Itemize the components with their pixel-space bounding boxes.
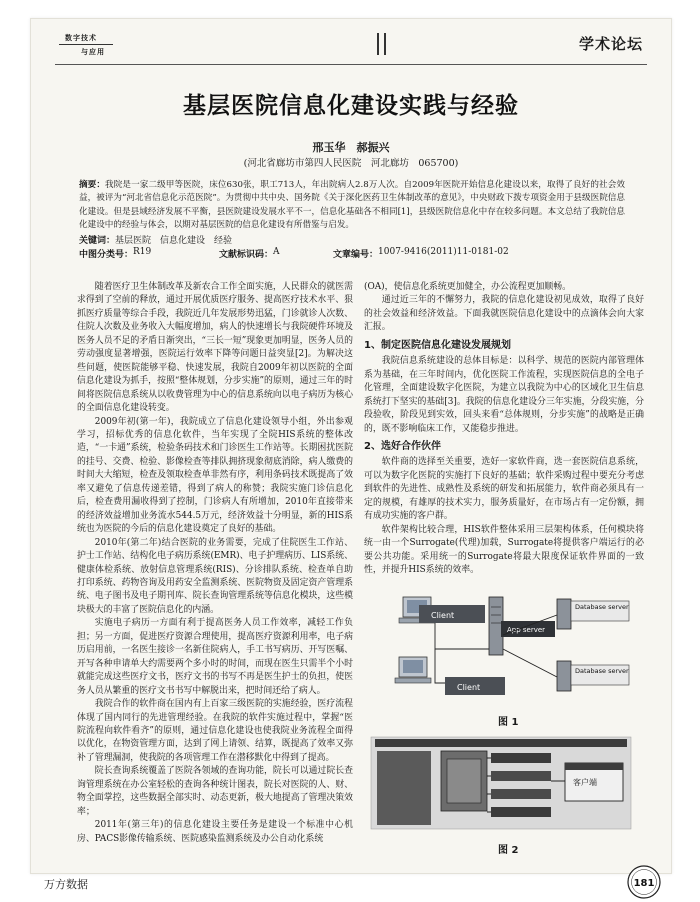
app-server-icon [489, 597, 503, 655]
body-paragraph: 随着医疗卫生体制改革及新农合工作全面实施，人民群众的就医需求得到了空前的释放，通过开展优质医疗服务、提高医疗技术水平、狠抓医疗质量等综合手段，我院近几年发展形势迅猛，门诊就诊人次数、住院人次数及业务收入大幅度增加，病人的快速增长与我院硬件环境及医务人员不足的矛盾日渐突出，“三长一短”现象更加明显，医务人员的劳动强度显著增强，医院运行效率下降等问题日益突显[2]。为解决这些问题，使医院能够平稳、快速发展，我院自2009年初以医院的全面信息化建设为抓手，按照“整体规划，分步实施”的原则，通过三年的时间将医院信息系统从以收费管理为中心的信息系统向以电子病历为核心的全面信息化建设转变。 [77, 282, 353, 414]
journal-logo [55, 29, 115, 63]
doccode-label: 文献标识码： [219, 250, 274, 260]
journal-logo-rule [59, 44, 113, 45]
figure-2-surrogate [367, 733, 637, 833]
clc-label: 中图分类号： [79, 250, 134, 260]
body-paragraph: 通过近三年的不懈努力，我院的信息化建设初见成效，取得了良好的社会效益和经济效益。下面我就医院信息化建设中的点滴体会向大家汇报。 [364, 295, 644, 333]
client-computer-icon [395, 657, 431, 683]
body-paragraph: 我院合作的软件商在国内有上百家三级医院的实施经验，医疗流程体现了国内同行的先进管理经验。在我院的软件实施过程中，掌握“医院流程向软件看齐”的原则，通过信息化建设也使我院业务流程全面得以优化，在物资管理方面，达到了网上请领、结算，既提高了效率又弥补了管理漏洞，使我院的各项管理工作在潜移默化中得到了提高。 [77, 699, 353, 763]
articleno-label: 文章编号： [333, 250, 379, 260]
figure-2-caption: 图 2 [498, 845, 519, 856]
body-paragraph: 2009年初(第一年)，我院成立了信息化建设领导小组，外出参观学习，招标优秀的信息化软件，当年实现了全院HIS系统的整体改造，“一卡通”系统，检验条码技术和门诊医生工作站等。长期困扰医院的挂号、交费、检验、影像检查等排队拥挤现象彻底消除，病人缴费的时间大大缩短，检查及领取检查单非然有序，利用条码技术既提高了效率又避免了信息传递差错，得到了病人的称赞；我院实施门诊信息化后，检查费用漏收得到了控制，门诊病人有所增加，2010年直接带来的经济效益增加业务流水544.5万元，经济效益十分明显，新的HIS系统也为医院的今后的信息化建设奠定了良好的基础。 [77, 416, 353, 535]
abstract-label: 摘要： [79, 180, 106, 190]
body-paragraph: 我院信息系统建设的总体目标是：以科学、规范的医院内部管理体系为基础，在三年时间内，优化医院工作流程，实现医院信息的全电子化管理，全面建设数字化医院，为建立以我院为中心的区域化卫生信息系统打下坚实的基础[3]。我院的信息化建设分三年实施，分段实施，分段验收，阶段见到实效，回头来看“总体规则，分步实施”的战略是正确的，既不影响临床工作，又能稳步推进。 [364, 356, 644, 434]
keywords-text: 基层医院 信息化建设 经验 [115, 236, 233, 246]
body-paragraph: 软件架构比较合理，HIS软件整体采用三层架构体系，任何模块将统一由一个Surrogate(代理)加载，Surrogate将提供客户端运行的必要公共功能。采用统一的Surrogate将最大限度保证软件界面的一致性，并提升HIS系统的效率。 [364, 524, 644, 576]
body-paragraph: (OA)，使信息化系统更加健全，办公流程更加顺畅。 [364, 282, 571, 292]
page-number: 181 [633, 878, 655, 889]
keywords-label: 关键词： [79, 236, 116, 246]
article-authors: 邢玉华 郝振兴 [312, 141, 390, 154]
page-number-seal [627, 865, 661, 899]
body-right-column [364, 281, 644, 578]
left-panel [377, 751, 431, 825]
header-divider-bars [377, 33, 391, 59]
journal-logo-line1: 数字技术 [65, 33, 97, 42]
body-paragraph: 院长查询系统覆盖了医院各领域的查询功能，院长可以通过院长查询管理系统在办公室轻松的查询各种统计图表，院长对医院的人、财、物全面掌控，这些数据全部实时、动态更新，极大地提高了管理决策效率； [77, 766, 353, 817]
db-server-label-2: Database server [575, 667, 629, 675]
articleno-value: 1007-9416(2011)11-0181-02 [378, 247, 509, 257]
footer-source: 万方数据 [44, 878, 88, 891]
header-rule [55, 64, 647, 65]
figure-1-caption: 图 1 [498, 717, 519, 728]
body-paragraph: 实施电子病历一方面有利于提高医务人员工作效率，减轻工作负担；另一方面，促进医疗资源合理使用，提高医疗资源利用率，电子病历启用前，一名医生接诊一名新住院病人，手工书写病历、开写医嘱、开写各种申请单大约需要两个多小时的时间，而现在医生只需半个小时就能完成这些医疗文书，医疗文书的书写不再是医生护士的负担，使医务人员从繁重的医疗文书书写中解脱出来，把时间还给了病人。 [77, 618, 353, 696]
abstract [79, 179, 625, 233]
section-name: 学术论坛 [578, 35, 643, 53]
body-paragraph: 软件商的选择至关重要，选好一家软件商，选一套医院信息系统，可以为数字化医院的实施打下良好的基础；软件采购过程中要充分考虑到软件的先进性、成熟性及系统的研发和拓展能力，软件商必须具有一定的规模，有雄厚的技术实力，服务质量好，在市场占有一定份额，拥有成功实施的客户群。 [364, 457, 644, 522]
article-affiliation: (河北省廊坊市第四人民医院 河北廊坊 065700) [243, 158, 459, 169]
doccode-value: A [273, 247, 280, 257]
body-left-column [77, 281, 353, 846]
section-heading-2: 2、选好合作伙伴 [364, 440, 441, 452]
client-side-label: 客户端 [573, 778, 597, 787]
body-paragraph: 2011年(第三年)的信息化建设主要任务是建设一个标准中心机房、PACS影像传输系统、医院感染监测系统及办公自动化系统 [77, 820, 353, 844]
app-server-label: App server [507, 626, 546, 634]
section-heading-1: 1、制定医院信息化建设发展规划 [364, 339, 511, 351]
body-paragraph: 2010年(第二年)结合医院的业务需要，完成了住院医生工作站、护士工作站、结构化电子病历系统(EMR)、电子护理病历、LIS系统、健康体检系统、放射信息管理系统(RIS)、分诊排队系统、检查单自助打印系统、药物咨询及用药安全监测系统、医院物资及固定资产管理系统、电子图书及电子期刊库、院长查询管理系统等信息化模块，这些模块极大的丰富了医院信息化的内涵。 [77, 537, 353, 615]
figure-1-architecture [371, 595, 633, 707]
database-server-icon [557, 599, 571, 691]
journal-logo-line2: 与应用 [81, 47, 105, 56]
client-bottom-label: Client [457, 683, 481, 692]
abstract-text: 我院是一家二级甲等医院，床位630张，职工713人，年出院病人2.8万人次。自2009年医院开始信息化建设以来，取得了良好的社会效益，被评为“河北省信息化示范医院”。为贯彻中共中央、国务院《关于深化医药卫生体制改革的意见》，中央财政下拨专项资金用于县级医院信息化建设。但是县域经济发展不平衡，县医院建设发展水平不一，信息化基础各不相同[1]，县级医院信息化中存在较多问题。本文总结了我院信息化建设中的经验与体会，以期对基层医院的信息化建设有所借鉴与启发。 [79, 180, 625, 231]
db-server-label-1: Database server [575, 603, 629, 611]
clc-value: R19 [133, 247, 152, 257]
client-top-label: Client [431, 611, 455, 620]
article-title: 基层医院信息化建设实践与经验 [183, 92, 519, 119]
keywords [79, 233, 232, 246]
